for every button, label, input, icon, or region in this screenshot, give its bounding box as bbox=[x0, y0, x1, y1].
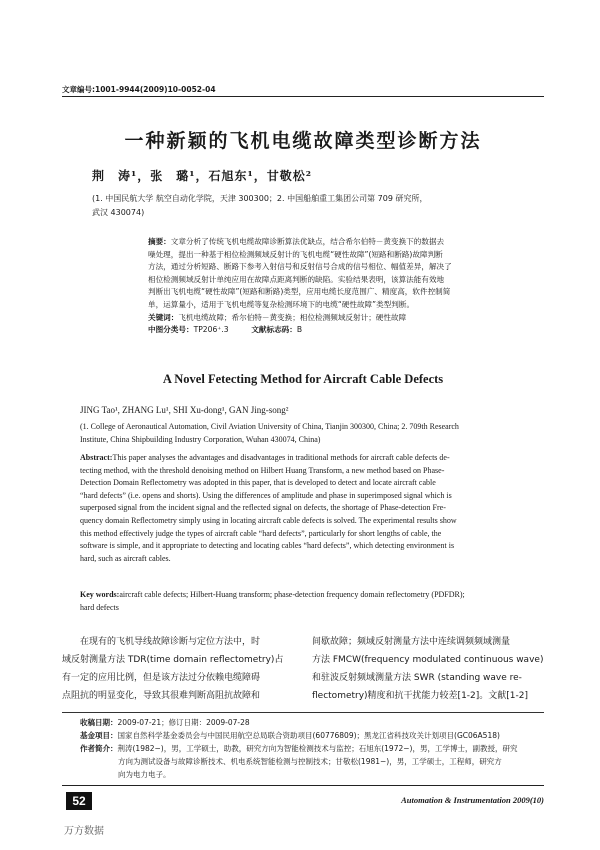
affiliation-cn-line: (1. 中国民航大学 航空自动化学院，天津 300300；2. 中国船舶重工集团公司第 709 研究所， bbox=[92, 194, 428, 203]
abstract-en-line: quency domain Reflectometry simply using in locating aircraft cable defects is solved. The experimental results show bbox=[80, 515, 457, 525]
abstract-en-line: software is simple, and it appropriate to detecting and locating cables “hard defects”, which detecting environment is bbox=[80, 541, 455, 551]
abstract-en-line: superposed signal from the incident signal and the reflected signal on defects, the shortage of Phase-detection Fre- bbox=[80, 503, 446, 513]
abstract-en-line: hard, such as aircraft cables. bbox=[80, 553, 171, 563]
keywords-en-line: hard defects bbox=[80, 603, 119, 612]
abstract-cn-line: 单，运算量小，适用于飞机电缆等复杂检测环境下的电缆“硬性故障”类型判断。 bbox=[148, 299, 415, 309]
body-column-left bbox=[62, 633, 298, 705]
watermark: 万方数据 bbox=[64, 826, 104, 837]
abstract-en-line: This paper analyses the advantages and disadvantages in traditional methods for aircraft cable defects de- bbox=[112, 453, 450, 462]
author-bio-line: 荆涛(1982−)，男，工学硕士，助教，研究方向为智能检测技术与监控；石旭东(1972−)，男，工学博士，副教授，研究 bbox=[117, 744, 518, 753]
doc-code-label: 文献标志码： bbox=[251, 325, 297, 335]
abstract-en bbox=[80, 452, 546, 565]
body-line: 和驻波反射频域测量方法 SWR (standing wave re- bbox=[312, 673, 522, 683]
authors-en: JING Tao¹, ZHANG Lu¹, SHI Xu-dong¹, GAN Jing-song² bbox=[80, 405, 289, 415]
keywords-en bbox=[80, 588, 546, 614]
abstract-en-label: Abstract: bbox=[80, 453, 113, 462]
body-column-right bbox=[312, 633, 546, 705]
footnote-rule bbox=[62, 712, 544, 713]
keywords-en-label: Key words: bbox=[80, 590, 120, 599]
footnotes bbox=[80, 716, 546, 781]
body-line: 间歇故障；频域反射测量方法中连续调频频域测量 bbox=[312, 637, 511, 647]
keywords-cn: 飞机电缆故障；希尔伯特－黄变换；相位检测频域反射计；硬性故障 bbox=[178, 312, 407, 322]
abstract-en-line: tecting method, with the threshold denoising method on Hilbert Huang Transform, a new method based on Phase- bbox=[80, 465, 445, 475]
body-line: 点阻抗的明显变化，导致其很难判断高阻抗故障和 bbox=[62, 691, 261, 701]
abstract-cn bbox=[148, 236, 546, 337]
fund-label: 基金项目： bbox=[80, 731, 118, 740]
received-dates: 2009-07-21；修订日期：2009-07-28 bbox=[117, 718, 250, 727]
classification-value: TP206⁺.3 bbox=[193, 325, 229, 335]
affiliation-cn-line: 武汉 430074) bbox=[92, 208, 145, 217]
abstract-en-line: this method effectively judge the types of aircraft cable “hard defects”, particularly for short lengths of cable, the bbox=[80, 528, 442, 538]
classification-label: 中图分类号： bbox=[148, 325, 194, 335]
affiliation-en bbox=[80, 421, 546, 446]
abstract-cn-line: 判断出飞机电缆“硬性故障”(短路和断路)类型，应用电缆长度范围广、精度高，软件控制简 bbox=[148, 287, 451, 297]
author-bio-label: 作者简介： bbox=[80, 744, 118, 753]
abstract-cn-line: 噪处理，提出一种基于相位检测频域反射计的飞机电缆“硬性故障”(短路和断路)故障判断 bbox=[148, 249, 443, 259]
received-label: 收稿日期： bbox=[80, 718, 118, 727]
authors-cn: 荆 涛¹，张 璐¹，石旭东¹，甘敬松² bbox=[92, 169, 313, 183]
footer-rule bbox=[62, 785, 544, 786]
abstract-cn-label: 摘要： bbox=[148, 237, 171, 246]
abstract-cn-line: 文章分析了传统飞机电缆故障诊断算法优缺点，结合希尔伯特－黄变换下的数据去 bbox=[170, 237, 445, 246]
author-bio-line: 向为电力电子。 bbox=[118, 770, 171, 779]
title-en: A Novel Fetecting Method for Aircraft Cable Defects bbox=[162, 372, 444, 386]
author-bio-line: 方向为测试设备与故障诊断技术、机电系统智能检测与控制技术；甘敬松(1981−)，男，工学硕士，工程师，研究方 bbox=[118, 757, 502, 766]
title-cn: 一种新颖的飞机电缆故障类型诊断方法 bbox=[124, 130, 482, 152]
journal-name: Automation & Instrumentation 2009(10) bbox=[401, 795, 544, 805]
article-number: 文章编号:1001-9944(2009)10-0052-04 bbox=[62, 85, 216, 94]
abstract-cn-line: 相位检测频域反射计单纯应用在故障点距离判断的缺陷。实验结果表明，该算法能有效地 bbox=[148, 274, 445, 284]
abstract-cn-line: 方法，通过分析短路、断路下参考入射信号和反射信号合成的信号相位、幅值差异，解决了 bbox=[148, 262, 452, 272]
affiliation-cn bbox=[92, 192, 532, 220]
affiliation-en-line: Institute, China Shipbuilding Industry Corporation, Wuhan 430074, China) bbox=[80, 434, 321, 444]
body-line: 域反射测量方法 TDR(time domain reflectometry)占 bbox=[62, 655, 284, 665]
body-line: 方法 FMCW(frequency modulated continuous wave) bbox=[312, 655, 544, 665]
keywords-en-line: aircraft cable defects; Hilbert-Huang transform; phase-detection frequency domain reflectometry (PDFDR); bbox=[119, 590, 465, 599]
doc-code-value: B bbox=[296, 325, 303, 335]
header-rule bbox=[62, 96, 544, 97]
body-line: 在现有的飞机导线故障诊断与定位方法中，时 bbox=[62, 637, 261, 647]
keywords-cn-label: 关键词： bbox=[148, 312, 179, 322]
body-line: flectometry)精度和抗干扰能力较差[1-2]。文献[1-2] bbox=[312, 691, 529, 701]
abstract-en-line: Detection Domain Reflectometry was adopted in this paper, that is developed to detect and locate aircraft cable bbox=[80, 478, 436, 488]
body-line: 有一定的应用比例，但是该方法过分依赖电缆障碍 bbox=[62, 673, 261, 683]
affiliation-en-line: (1. College of Aeronautical Automation, Civil Aviation University of China, Tianjin 300300, China; 2. 709th Research bbox=[80, 422, 459, 431]
fund-text: 国家自然科学基金委员会与中国民用航空总局联合资助项目(60776809)；黑龙江省科技攻关计划项目(GC06A518) bbox=[117, 731, 500, 740]
abstract-en-line: “hard defects” (i.e. opens and shorts). Using the differences of amplitude and phase in superimposed signal which is bbox=[80, 490, 452, 500]
page-number: 52 bbox=[66, 792, 92, 810]
